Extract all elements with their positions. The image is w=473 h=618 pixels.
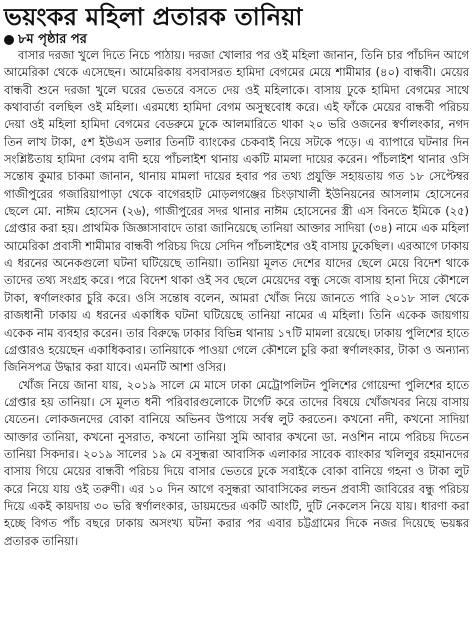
- headline: ভয়ংকর মহিলা প্রতারক তানিয়া: [4, 3, 303, 31]
- article-body: [4, 47, 469, 550]
- continued-line: [4, 32, 469, 47]
- continued-from: ৮ম পৃষ্ঠার পর: [18, 32, 87, 47]
- bullet-icon: [4, 35, 14, 45]
- paragraph-1: বাসার দরজা খুলে দিতে নিচে পাঠায়। দরজা খোলার পর ওই মহিলা জানান, তিনি চার পাঁচদিন আগে আমেরিকা থেকে এসেছেন। আমেরিকায় বসবাসরত হামিদা বেগমের মেয়ে শামীমার (৪০) বান্ধবী। মেয়ের বান্ধবী শুনে দরজা খুলে ঘরের ভেতরে বসতে দেয় ওই মহিলাকে। বাসায় ঢুকে হামিদা বেগমের সাথে কথাবার্তা বলছিল ওই মহিলা। এরমধ্যে হামিদা বেগম অসুস্থবোধ করে। এই ফাঁকে মেয়ের বান্ধবী পরিচয় দেয়া ওই মহিলা হামিদা বেগমের বেডরুমে ঢুকে আলমারিতে থাকা ২০ ভরি ওজনের স্বর্ণালংকার, নগদ তিন লাখ টাকা, ৫শ ইউএস ডলার তিনটি ব্যাংকের চেকবাই নিয়ে সটকে পড়ে। এ ব্যাপারে ঘটনার দিন সংশ্লিষ্টতায় হামিদা বেগম বাদী হয়ে পাঁচলাইশ থানায় একটি মামলা দায়ের করেন। পাঁচলাইশ থানার ওসি সন্তোষ কুমার চাকমা জানান, থানায় মামলা দায়ের হবার পর তথ্য প্রযুক্তি সহায়তায় গত ১৮ সেপ্টেম্বর গাজীপুরের গজারিয়াপাড়া থেকে বাগেরহাট মোড়লগঞ্জের চিংড়াখালী ইউনিয়নের আসলাম হোসেনের ছেলে মো. নাঈম হোসেন (২৬), গাজীপুরের সদর থানার নাঈম হোসেনের স্ত্রী এস বিনতে ইমিকে (২৫) গ্রেপ্তার করা হয়। প্রাথমিক জিজ্ঞাসাবাদে তারা জানিয়েছে তানিয়া আক্তার সাদিয়া (৩৪) নামে এক মহিলা আমেরিকা প্রবাসী শামীমার বান্ধবী পরিচয় দিয়ে সেদিন পাঁচলাইশের ওই বাসায় ঢুকেছিল। এরআগে ঢাকায় এ ধরনের অনেকগুলো ঘটনা ঘটিয়েছে তানিয়া। তানিয়া মূলত দেশের যাদের ছেলে মেয়ে বিদেশ থাকে তাদের তথ্য সংগ্রহ করে। পরে বিদেশ থাকা ওই সব ছেলে মেয়েদের বন্ধু সেজে বাসায় হানা দিয়ে কৌশলে টাকা, স্বর্ণালংকার চুরি করে। ওসি সন্তোষ বলেন, আমরা খোঁজ নিয়ে জানতে পারি ২০১৮ সাল থেকে রাজধানী ঢাকায় এ ধরনের একাধিক ঘটনা ঘটিয়েছে তানিয়া নামের এ মহিলা। তিনি একেক জায়গায় একেক নাম ব্যবহার করেন। তার বিরুদ্ধে ঢাকার বিভিন্ন থানায় ১৭টি মামলা রয়েছে। ঢাকায় পুলিশের হাতে গ্রেপ্তারও হয়েছেন একাধিকবার। তানিয়াকে পাওয়া গেলে কৌশলে চুরি করা স্বর্ণালংকার, টাকা ও অন্যান্য জিনিসপত্র উদ্ধার করা যাবে। এমনটি আশা ওসির।: [4, 48, 469, 375]
- paragraph-2: খোঁজ নিয়ে জানা যায়, ২০১৯ সালে মে মাসে ঢাকা মেট্রোপলিটন পুলিশের গোয়েন্দা পুলিশের হাতে গ্রেপ্তার হয় তানিয়া। সে মূলত ধনী পরিবারগুলোকে টার্গেট করে তাদের বিষয়ে খোঁজখবর নিয়ে বাসায় যেতেন। লোকজনদের বোকা বানিয়ে অভিনব উপায়ে সর্বস্ব লুট করতেন। কখনো নদী, কখনো সাদিয়া আক্তার তানিয়া, কখনো নুসরাত, কখনো তানিয়া সুমি আবার কখনো ডা. নওশিন নামে পরিচয় দিতেন তানিয়া সিকদার। ২০১৯ সালের ১৯ মে বসুন্ধরা আবাসিক এলাকার সাবেক ব্যাংকার খলিলুর রহমানদের বাসায় গিয়ে মেয়ের বান্ধবী পরিচয় দিয়ে বাসার ভেতরে ঢুকে সবাইকে বোকা বানিয়ে গহনা ও টাকা লুট করে নিয়ে যায় ওই তরুণী। এর ১০ দিন আগে বসুন্ধরা আবাসিকের লন্ডন প্রবাসী জাবিরের বন্ধু পরিচয় দিয়ে একই কায়দায় ৩০ ভরি স্বর্ণালংকার, ডায়মন্ডের একটি আংটি, দুটি নেকলেস নিয়ে যায়। ধারণা করা হচ্ছে বিগত পাঁচ বছরে ঢাকায় অসংখ্য ঘটনা করার পর এবার চট্টগ্রামের দিকে নজর দিয়েছে ভয়ঙ্কর প্রতারক তানিয়া।: [4, 377, 469, 548]
